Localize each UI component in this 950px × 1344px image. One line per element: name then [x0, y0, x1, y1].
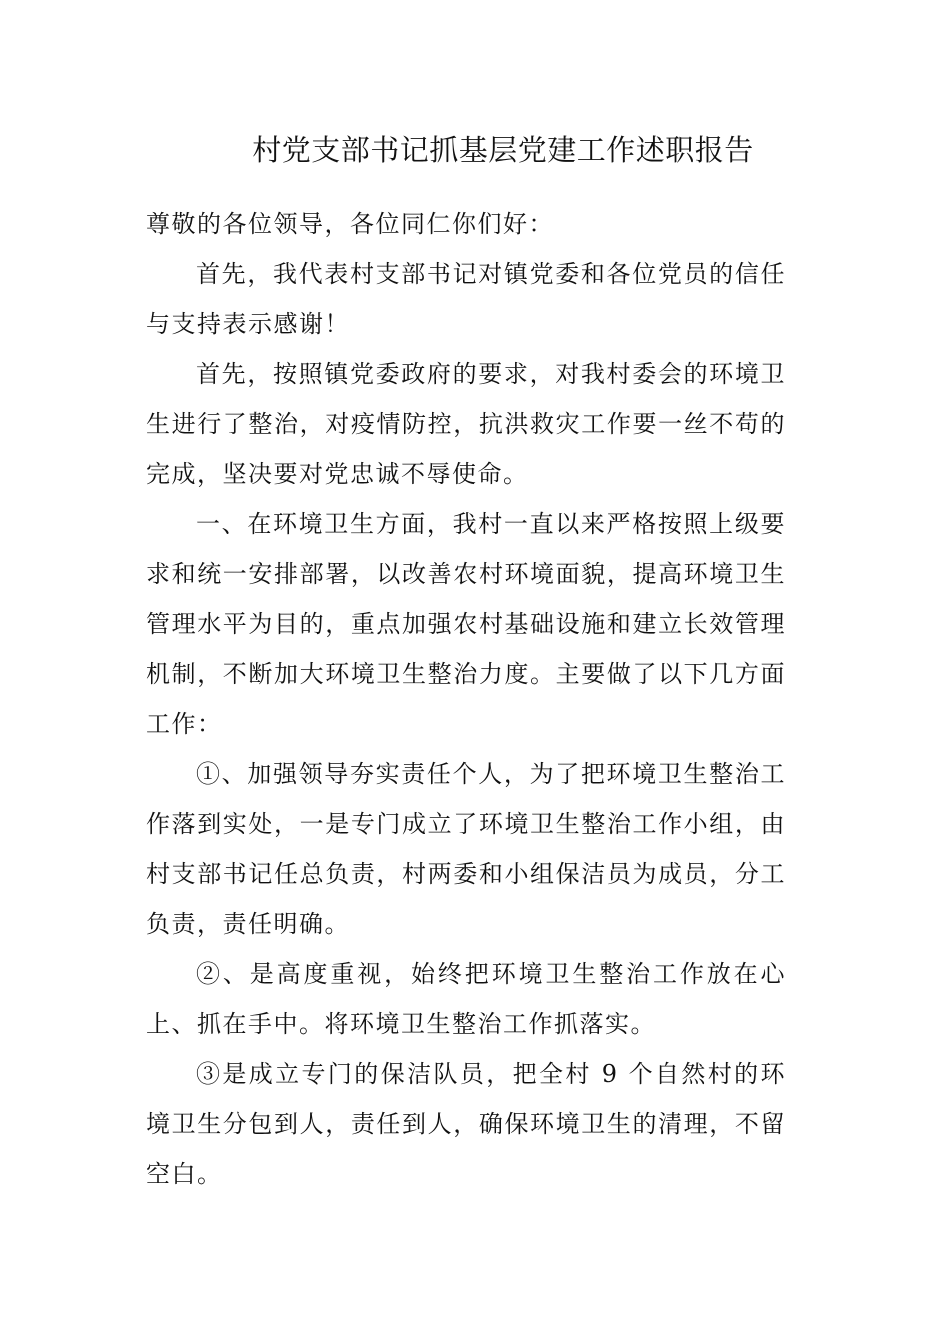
body-paragraph: ②、是高度重视，始终把环境卫生整治工作放在心上、抓在手中。将环境卫生整治工作抓落实。	[146, 960, 786, 1038]
body-paragraph: ①、加强领导夯实责任个人，为了把环境卫生整治工作落到实处，一是专门成立了环境卫生整治工作小组，由村支部书记任总负责，村两委和小组保洁员为成员，分工负责，责任明确。	[146, 760, 786, 938]
document-title: 村党支部书记抓基层党建工作述职报告	[252, 133, 754, 167]
greeting-paragraph: 尊敬的各位领导，各位同仁你们好：	[146, 210, 554, 238]
body-paragraph: 首先，按照镇党委政府的要求，对我村委会的环境卫生进行了整治，对疫情防控，抗洪救灾工作要一丝不苟的完成，坚决要对党忠诚不辱使命。	[146, 360, 786, 488]
document-body	[146, 199, 786, 1199]
body-paragraph: ③是成立专门的保洁队员，把全村 9 个自然村的环境卫生分包到人，责任到人，确保环境卫生的清理，不留空白。	[146, 1060, 786, 1188]
body-paragraph: 首先，我代表村支部书记对镇党委和各位党员的信任与支持表示感谢！	[146, 260, 786, 338]
body-paragraph: 一、在环境卫生方面，我村一直以来严格按照上级要求和统一安排部署，以改善农村环境面貌，提高环境卫生管理水平为目的，重点加强农村基础设施和建立长效管理机制，不断加大环境卫生整治力度。主要做了以下几方面工作：	[146, 510, 786, 738]
